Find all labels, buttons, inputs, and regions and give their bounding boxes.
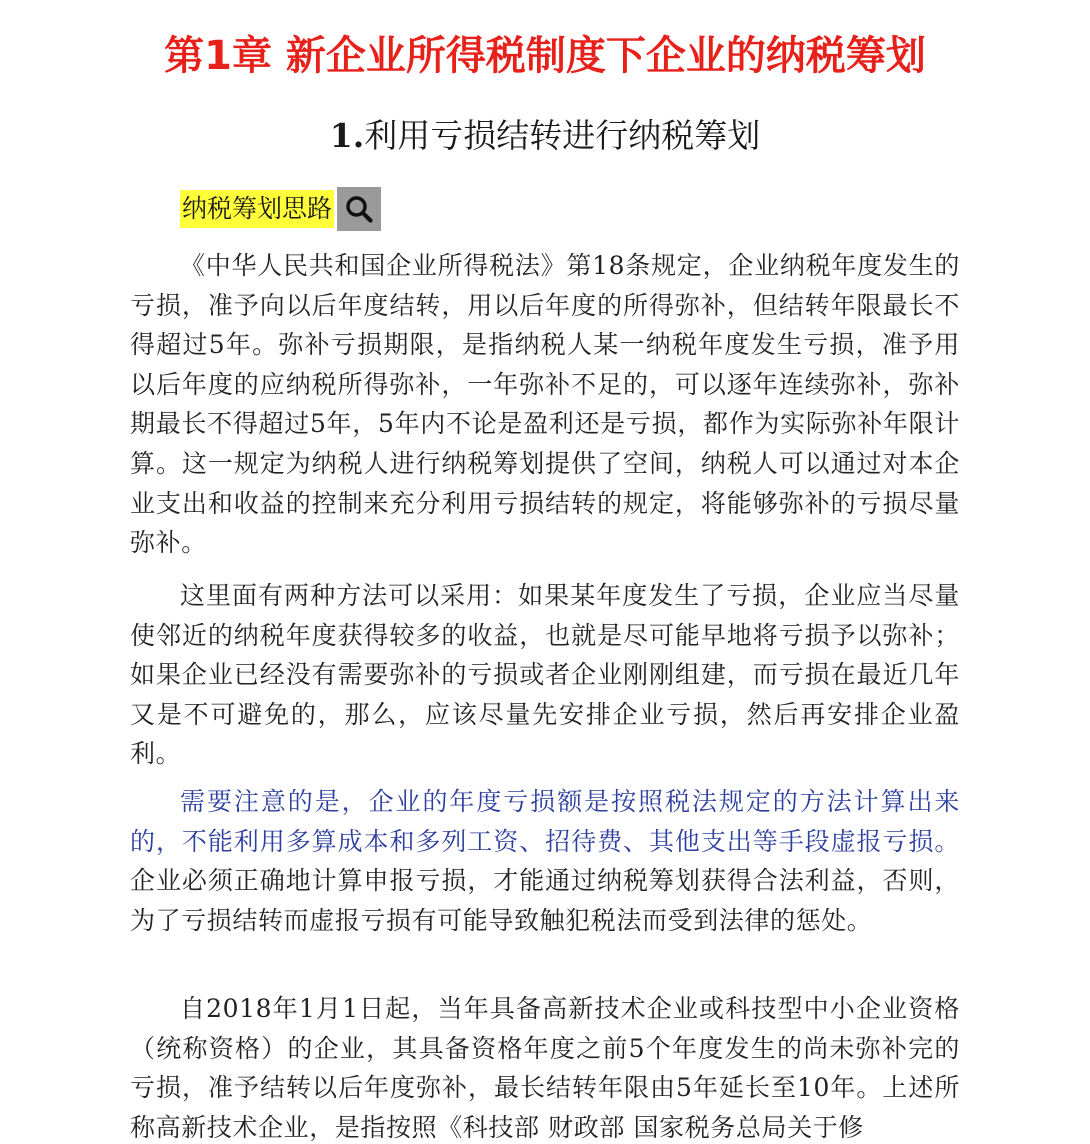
caution-rest-text: 企业必须正确地计算申报亏损，才能通过纳税筹划获得合法利益，否则，为了亏损结转而虚报亏损有可能导致触犯税法而受到法律的惩处。 [130,866,960,935]
paragraph-high-tech-extension: 自2018年1月1日起，当年具备高新技术企业或科技型中小企业资格（统称资格）的企业，其具备资格年度之前5个年度发生的尚未弥补完的亏损，准予结转以后年度弥补，最长结转年限由5年延长至10年。上述所称高新技术企业，是指按照《科技部 财政部 国家税务总局关于修 [130,994,960,1142]
idea-heading [180,187,381,231]
paragraph-two-methods: 这里面有两种方法可以采用：如果某年度发生了亏损，企业应当尽量使邻近的纳税年度获得较多的收益，也就是尽可能早地将亏损予以弥补；如果企业已经没有需要弥补的亏损或者企业刚刚组建，而亏损在最近几年又是不可避免的，那么，应该尽量先安排企业亏损，然后再安排企业盈利。 [130,581,960,769]
search-icon [337,187,381,231]
idea-label: 纳税筹划思路 [180,190,334,228]
chapter-title: 第1章 新企业所得税制度下企业的纳税筹划 [164,33,926,79]
magnifier-glyph [344,194,374,224]
paragraph-loss-carryforward-rule: 《中华人民共和国企业所得税法》第18条规定，企业纳税年度发生的亏损，准予向以后年度结转，用以后年度的所得弥补，但结转年限最长不得超过5年。弥补亏损期限，是指纳税人某一纳税年度发生亏损，准予用以后年度的应纳税所得弥补，一年弥补不足的，可以逐年连续弥补，弥补期最长不得超过5年，5年内不论是盈利还是亏损，都作为实际弥补年限计算。这一规定为纳税人进行纳税筹划提供了空间，纳税人可以通过对本企业支出和收益的控制来充分利用亏损结转的规定，将能够弥补的亏损尽量弥补。 [130,251,960,558]
caution-emphasis-text: 需要注意的是，企业的年度亏损额是按照税法规定的方法计算出来的，不能利用多算成本和多列工资、招待费、其他支出等手段虚报亏损。 [130,787,960,856]
paragraph-caution [130,782,960,940]
section-title [0,112,1090,160]
section-number: 1. [329,116,365,155]
section-title-text: 利用亏损结转进行纳税筹划 [364,116,761,155]
